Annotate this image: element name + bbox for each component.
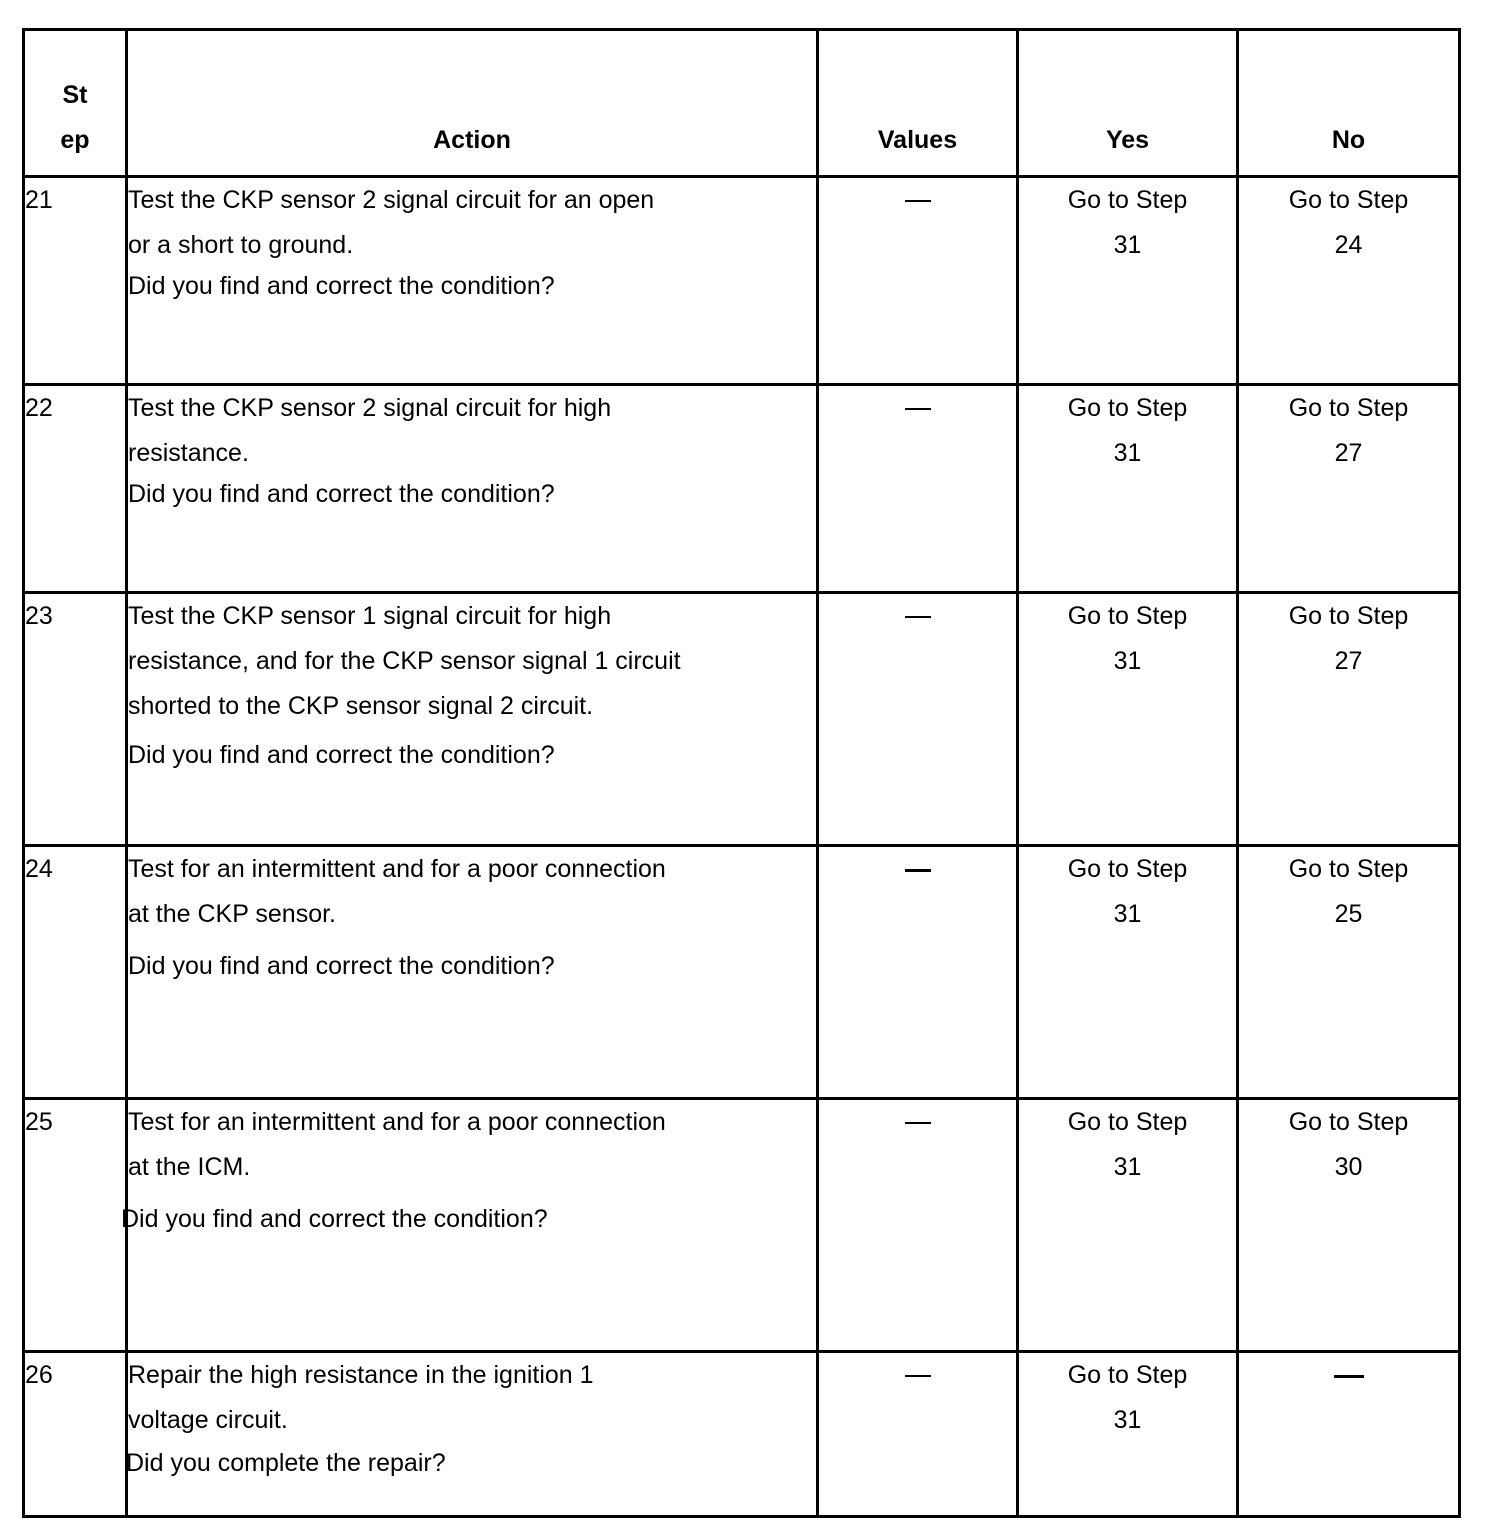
action-question: Did you find and correct the condition? (128, 480, 555, 508)
header-step-line-1: St (62, 81, 88, 109)
action-line: Test for an intermittent and for a poor connection (128, 1108, 666, 1136)
action-cell (127, 846, 818, 1099)
header-no: No (1238, 30, 1460, 177)
em-dash (905, 1375, 931, 1377)
action-line: Test the CKP sensor 2 signal circuit for an open (128, 186, 655, 214)
no-target: 24 (1334, 231, 1363, 259)
yes-cell (1018, 593, 1238, 846)
action-line: Test the CKP sensor 2 signal circuit for high (128, 394, 612, 422)
yes-cell (1018, 1352, 1238, 1517)
action-question: Did you find and correct the condition? (121, 1205, 548, 1233)
action-question: Did you find and correct the condition? (128, 952, 555, 980)
action-line: at the CKP sensor. (128, 900, 336, 928)
step-number: 24 (24, 846, 127, 1099)
action-line: at the ICM. (128, 1153, 251, 1181)
no-label: Go to Step (1288, 1108, 1409, 1136)
action-cell (127, 593, 818, 846)
step-number: 21 (24, 177, 127, 385)
table-row (24, 1352, 1460, 1517)
action-question: Did you find and correct the condition? (128, 272, 555, 300)
no-label: Go to Step (1288, 602, 1409, 630)
action-line: resistance, and for the CKP sensor signal 1 circuit (128, 647, 681, 675)
action-line: voltage circuit. (128, 1406, 288, 1434)
yes-target: 31 (1113, 1153, 1142, 1181)
em-dash (905, 1122, 931, 1124)
yes-label: Go to Step (1067, 855, 1188, 883)
yes-label: Go to Step (1067, 1361, 1188, 1389)
action-line: Test the CKP sensor 1 signal circuit for high (128, 602, 612, 630)
yes-label: Go to Step (1067, 1108, 1188, 1136)
action-cell (127, 177, 818, 385)
step-number: 22 (24, 385, 127, 593)
values-cell (818, 1099, 1018, 1352)
header-values: Values (818, 30, 1018, 177)
header-yes: Yes (1018, 30, 1238, 177)
yes-target: 31 (1113, 1406, 1142, 1434)
em-dash (905, 616, 931, 618)
em-dash (1334, 1375, 1364, 1378)
no-label: Go to Step (1288, 855, 1409, 883)
table-row (24, 177, 1460, 385)
no-target: 27 (1334, 439, 1363, 467)
yes-label: Go to Step (1067, 602, 1188, 630)
no-cell (1238, 177, 1460, 385)
yes-target: 31 (1113, 900, 1142, 928)
action-cell (121, 1099, 818, 1352)
table-row (24, 846, 1460, 1099)
action-question: Did you complete the repair? (126, 1449, 446, 1477)
values-cell (818, 593, 1018, 846)
yes-label: Go to Step (1067, 186, 1188, 214)
no-label: Go to Step (1288, 394, 1409, 422)
no-target: 27 (1334, 647, 1363, 675)
yes-label: Go to Step (1067, 394, 1188, 422)
step-number: 23 (24, 593, 127, 846)
no-cell (1238, 1352, 1460, 1517)
header-step (24, 30, 127, 177)
action-cell (127, 1352, 818, 1517)
values-cell (818, 385, 1018, 593)
em-dash (905, 869, 931, 872)
no-target: 25 (1334, 900, 1363, 928)
header-action: Action (127, 30, 818, 177)
header-step-line-2: ep (60, 126, 90, 154)
step-number: 26 (24, 1352, 127, 1517)
table-row (24, 593, 1460, 846)
values-cell (818, 177, 1018, 385)
no-cell (1238, 1099, 1460, 1352)
yes-cell (1018, 1099, 1238, 1352)
action-line: shorted to the CKP sensor signal 2 circuit. (128, 692, 594, 720)
yes-target: 31 (1113, 647, 1142, 675)
step-number: 25 (24, 1099, 127, 1352)
table-row (24, 385, 1460, 593)
action-line: Repair the high resistance in the ignition 1 (128, 1361, 594, 1389)
no-target: 30 (1334, 1153, 1363, 1181)
table-row (24, 1099, 1460, 1352)
action-cell (127, 385, 818, 593)
em-dash (905, 408, 931, 410)
action-line: resistance. (128, 439, 249, 467)
yes-cell (1018, 846, 1238, 1099)
yes-cell (1018, 385, 1238, 593)
no-cell (1238, 846, 1460, 1099)
action-line: Test for an intermittent and for a poor connection (128, 855, 666, 883)
em-dash (905, 200, 931, 202)
yes-target: 31 (1113, 231, 1142, 259)
no-cell (1238, 385, 1460, 593)
yes-target: 31 (1113, 439, 1142, 467)
action-question: Did you find and correct the condition? (128, 741, 555, 769)
header-row (24, 30, 1460, 177)
no-label: Go to Step (1288, 186, 1409, 214)
no-cell (1238, 593, 1460, 846)
diagnostic-table (22, 28, 1461, 1518)
values-cell (818, 846, 1018, 1099)
yes-cell (1018, 177, 1238, 385)
values-cell (818, 1352, 1018, 1517)
action-line: or a short to ground. (128, 231, 354, 259)
